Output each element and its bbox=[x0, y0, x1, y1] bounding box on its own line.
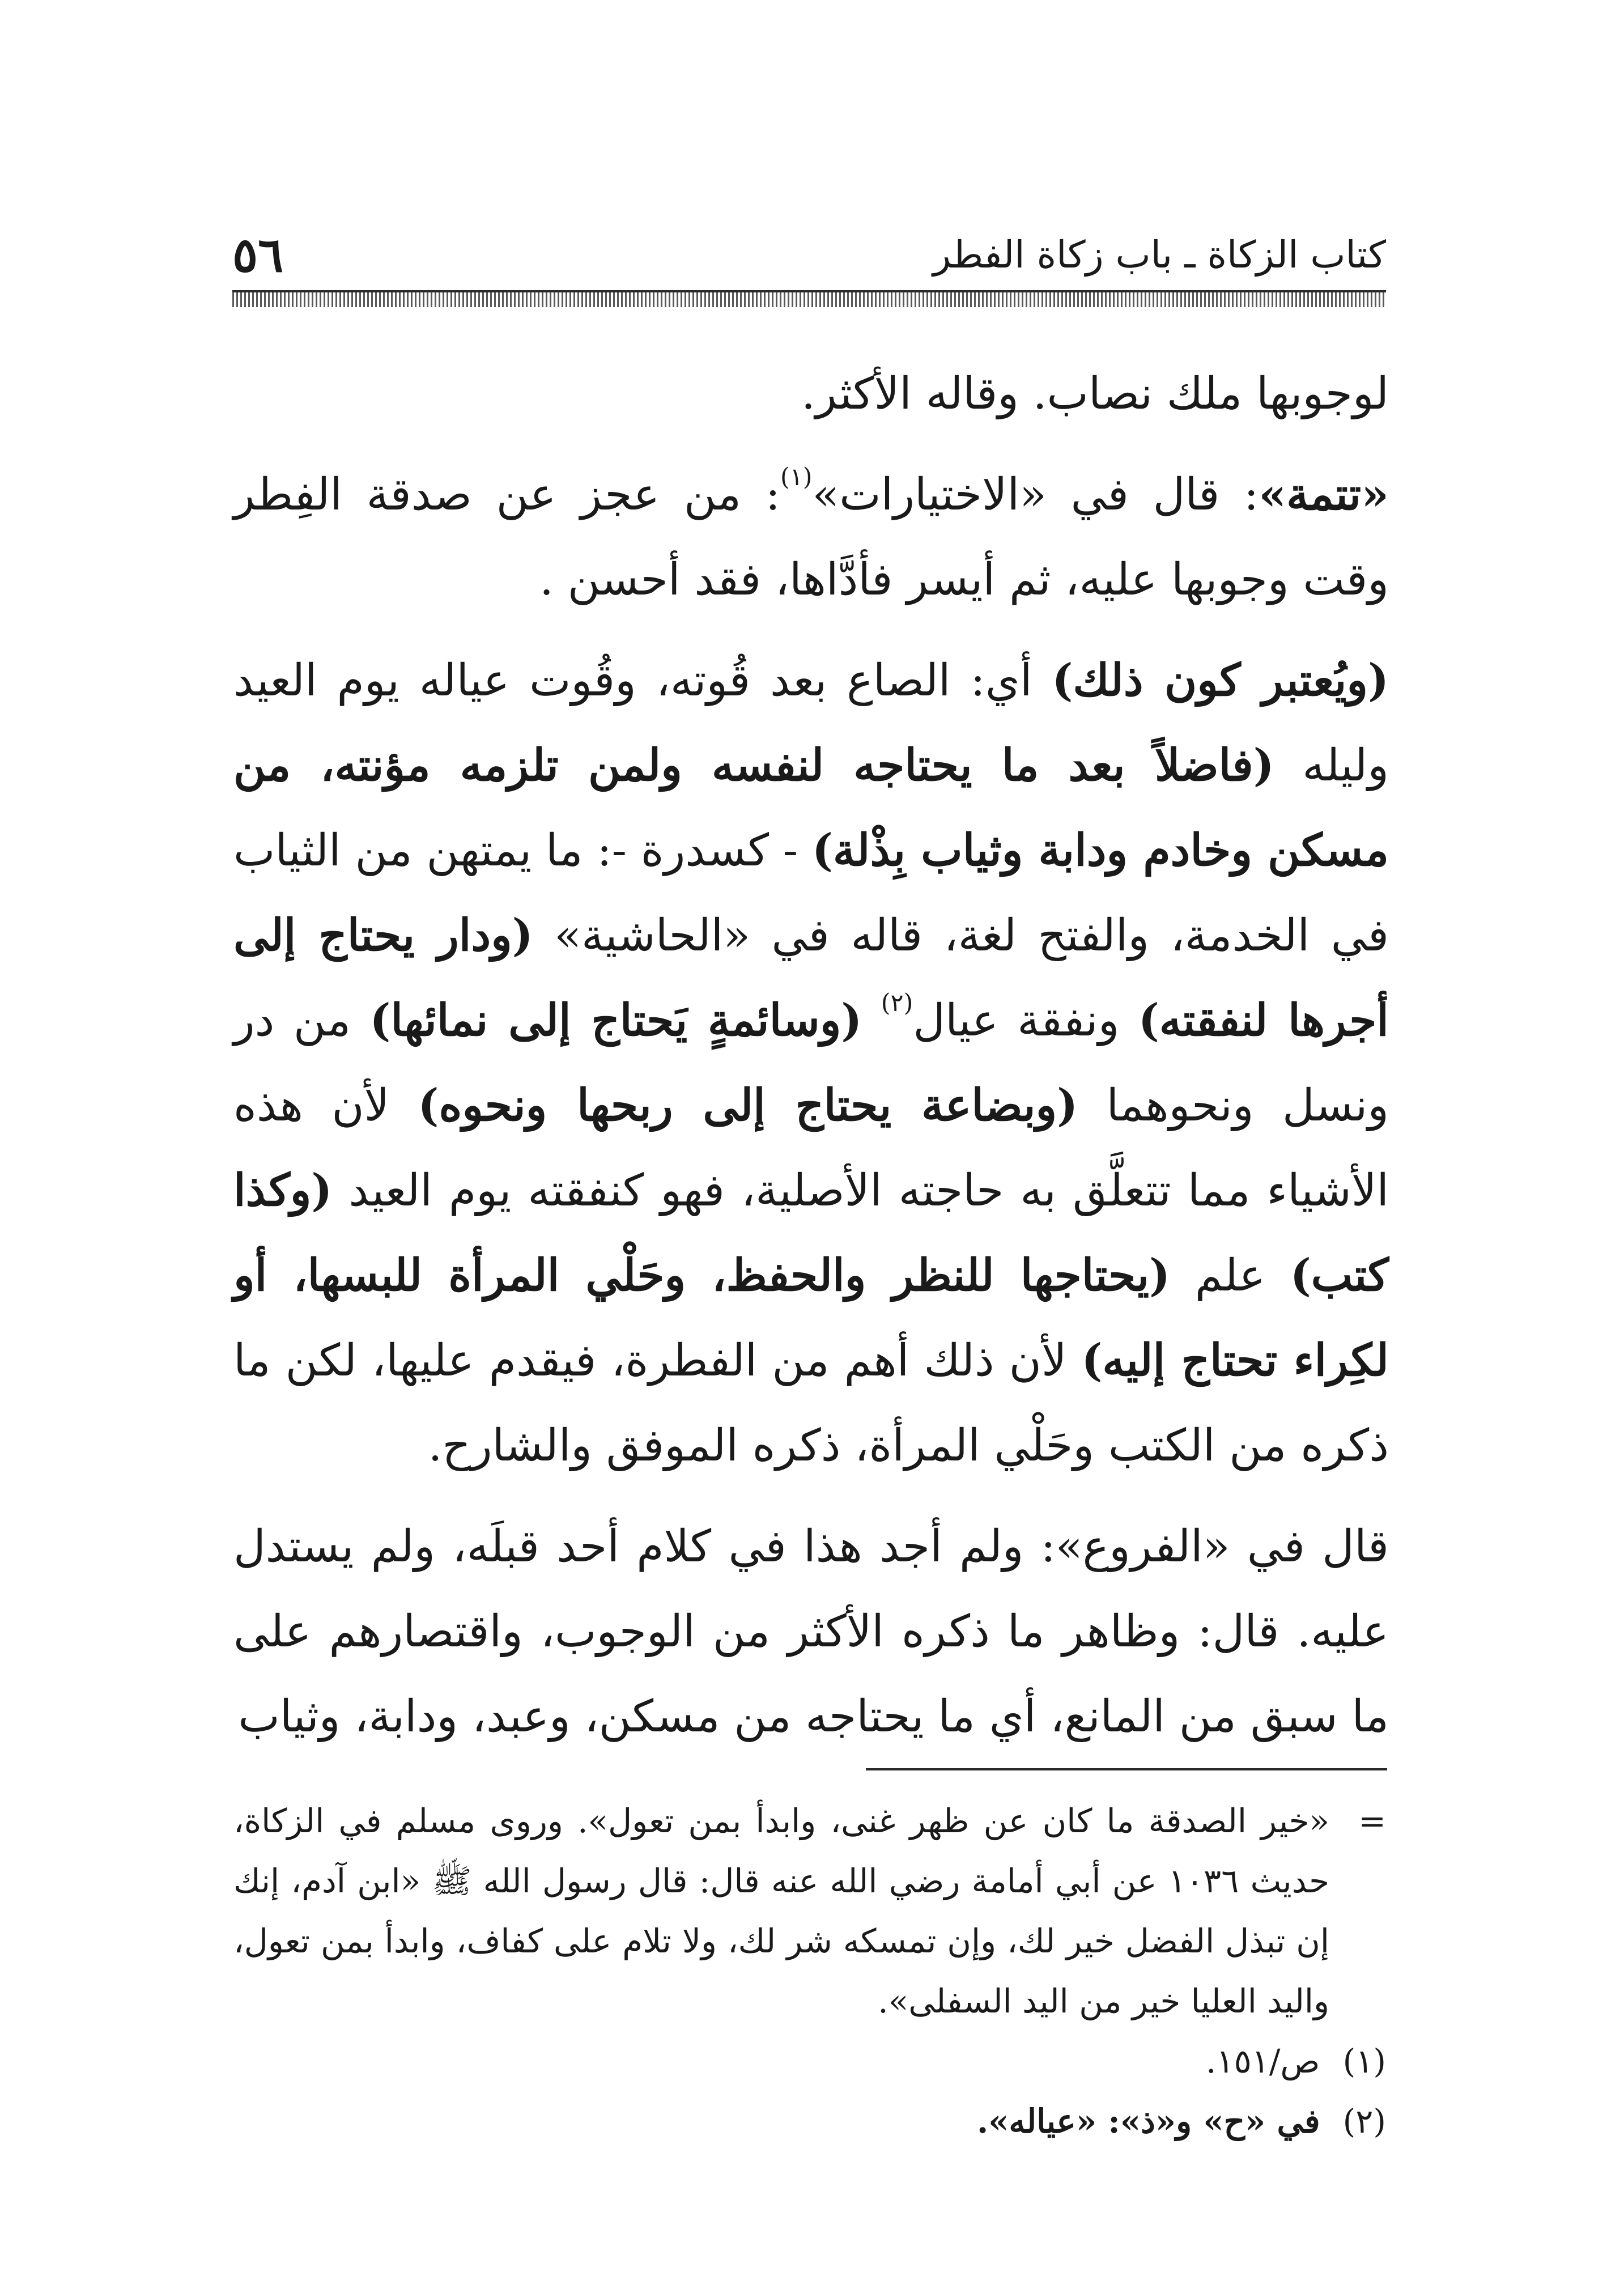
paragraph-2 bbox=[233, 452, 1389, 622]
sharh-segment: لأن ذلك أهم من الفطرة، فيقدم عليها، لكن ما ذكره من الكتب وحَلْي المرأة، ذكره الموفق والشارح. bbox=[233, 1335, 1389, 1471]
main-text bbox=[233, 351, 1389, 1775]
footnote-ref-1: (١) bbox=[780, 463, 813, 492]
paragraph-1: لوجوبها ملك نصاب. وقاله الأكثر. bbox=[801, 368, 1389, 419]
footnote-2-number: (٢) bbox=[1342, 2102, 1386, 2141]
sharh-segment: علم bbox=[1170, 1250, 1290, 1301]
footnote-2-text: في «ح» و«ذ»: «عياله». bbox=[976, 2102, 1320, 2141]
footnote-1-text: ص/١٥١. bbox=[1205, 2042, 1320, 2080]
header-rule bbox=[232, 290, 1386, 307]
tatimma-label: «تتمة» bbox=[1259, 469, 1389, 520]
sharh-segment: لأن هذه الأشياء مما تتعلَّق به حاجته الأصلية، فهو كنفقته يوم العيد bbox=[233, 1080, 1389, 1216]
page-header bbox=[232, 224, 1386, 286]
footnote-continuation bbox=[233, 1791, 1386, 2031]
sharh-segment: من در ونسل ونحوهما bbox=[233, 995, 1389, 1131]
footnote-1-number: (١) bbox=[1342, 2042, 1386, 2080]
sharh-segment: أي: الصاع بعد قُوته، وقُوت عياله يوم العيد وليله bbox=[233, 655, 1389, 791]
paragraph-4: قال في «الفروع»: ولم أجد هذا في كلام أحد قبلَه، ولم يستدل عليه. قال: وظاهر ما ذكره الأكثر من الوجوب، واقتصارهم على ما سبق من المانع، أي ما يحتاجه من مسكن، وعبد، ودابة، وثياب bbox=[233, 1521, 1389, 1742]
footnotes bbox=[233, 1791, 1386, 2151]
matn-segment: (وبضاعة يحتاج إلى ربحها ونحوه) bbox=[418, 1080, 1078, 1131]
paragraph-2-text-b: : من عجز عن صدقة الفِطر وقت وجوبها عليه، ثم أيسر فأدَّاها، فقد أحسن . bbox=[233, 469, 1389, 605]
matn-segment: (وكذا كتب) bbox=[233, 1165, 1389, 1301]
paragraph-2-text-a: : قال في «الاختيارات» bbox=[812, 469, 1259, 520]
footnote-ref-2: (٢) bbox=[881, 989, 913, 1018]
sharh-segment bbox=[862, 995, 881, 1046]
matn-segment: (يحتاجها للنظر والحفظ، وحَلْي المرأة للبسها، أو لكِراء تحتاج إليه) bbox=[233, 1250, 1389, 1386]
footnote-rule bbox=[866, 1768, 1387, 1770]
paragraph-3 bbox=[233, 638, 1389, 1488]
footnote-continuation-text: «خير الصدقة ما كان عن ظهر غنى، وابدأ بمن تعول». وروى مسلم في الزكاة، حديث ١٠٣٦ عن أبي أمامة رضي الله عنه قال: قال رسول الله ﷺ «ابن آدم، إنك إن تبذل الفضل خير لك، وإن تمسكه شر لك، ولا تلام على كفاف، وابدأ بمن تعول، واليد العليا خير من اليد السفلى». bbox=[233, 1802, 1329, 2020]
matn-segment: (ودار يحتاج إلى أجرها لنفقته) bbox=[233, 910, 1389, 1046]
matn-segment: (وسائمةٍ يَحتاج إلى نمائها) bbox=[369, 995, 862, 1046]
matn-segment: (فاضلاً بعد ما يحتاجه لنفسه ولمن تلزمه مؤنته، من مسكن وخادم ودابة وثياب بِذْلة) bbox=[233, 740, 1389, 876]
page-number: ٥٦ bbox=[232, 227, 284, 283]
sharh-segment: - كسدرة -: ما يمتهن من الثياب في الخدمة، والفتح لغة، قاله في «الحاشية» bbox=[233, 825, 1389, 961]
sharh-segment: ونفقة عيال bbox=[913, 995, 1138, 1046]
running-title: كتاب الزكاة ـ باب زكاة الفطر bbox=[933, 233, 1386, 277]
footnote-1 bbox=[233, 2031, 1386, 2091]
matn-segment: (ويُعتبر كون ذلك) bbox=[1052, 655, 1389, 706]
continuation-mark: = bbox=[1358, 1802, 1386, 1840]
footnote-2 bbox=[233, 2091, 1386, 2151]
